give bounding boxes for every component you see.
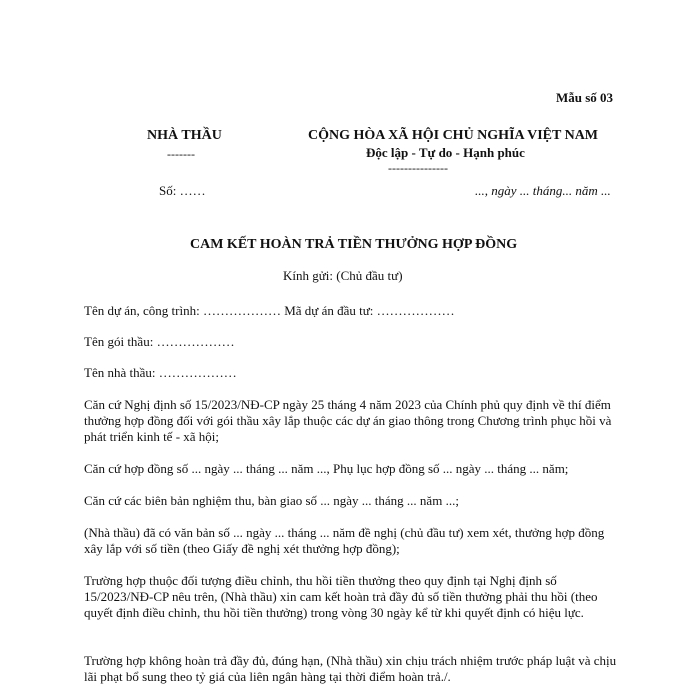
national-title: CỘNG HÒA XÃ HỘI CHỦ NGHĨA VIỆT NAM xyxy=(308,128,599,143)
contractor-header: NHÀ THẦU xyxy=(147,128,222,143)
recipient-line: Kính gửi: (Chủ đầu tư) xyxy=(283,268,403,283)
place-date: ..., ngày ... tháng... năm ... xyxy=(475,183,611,198)
form-number: Mẫu số 03 xyxy=(556,90,614,105)
national-motto: Độc lập - Tự do - Hạnh phúc xyxy=(366,145,525,160)
right-divider: --------------- xyxy=(388,161,448,175)
document-title: CAM KẾT HOÀN TRẢ TIỀN THƯỞNG HỢP ĐỒNG xyxy=(190,237,518,252)
paragraph-legal-basis-contract: Căn cứ hợp đồng số ... ngày ... tháng ... năm ..., Phụ lục hợp đồng số ... ngày ... tháng ... năm; xyxy=(84,461,569,476)
paragraph-contractor-request: (Nhà thầu) đã có văn bản số ... ngày ... tháng ... năm đề nghị (chủ đầu tư) xem xét, thưởng hợp đồng xây lắp với số tiền (theo Giấy đề nghị xét thưởng hợp đồng); xyxy=(84,525,605,556)
paragraph-penalty-commitment: Trường hợp không hoàn trả đầy đủ, đúng hạn, (Nhà thầu) xin chịu trách nhiệm trước pháp luật và chịu lãi phạt bổ sung theo tỷ giá của liên ngân hàng tại thời điểm hoàn trả./. xyxy=(84,653,617,684)
paragraph-legal-basis-decree: Căn cứ Nghị định số 15/2023/NĐ-CP ngày 25 tháng 4 năm 2023 của Chính phủ quy định về thí điểm thưởng hợp đồng đối với gói thầu xây lắp thuộc các dự án giao thông trong Chương trình phục hồi và phát triển kinh tế - xã hội; xyxy=(84,397,612,444)
left-divider: ------- xyxy=(167,147,195,161)
package-name-field: Tên gói thầu: ……………… xyxy=(84,334,235,349)
project-name-field: Tên dự án, công trình: ……………… Mã dự án đầu tư: ……………… xyxy=(84,303,455,318)
contractor-name-field: Tên nhà thầu: ……………… xyxy=(84,365,237,380)
paragraph-legal-basis-acceptance: Căn cứ các biên bản nghiệm thu, bàn giao số ... ngày ... tháng ... năm ...; xyxy=(84,493,459,508)
document-number: Số: …… xyxy=(159,183,206,198)
paragraph-refund-commitment: Trường hợp thuộc đối tượng điều chỉnh, thu hồi tiền thưởng theo quy định tại Nghị định số 15/2023/NĐ-CP nêu trên, (Nhà thầu) xin cam kết hoàn trả đầy đủ số tiền thưởng phải thu hồi (theo quyết định điều chỉnh, thu hồi tiền thưởng) trong vòng 30 ngày kể từ khi quyết định có hiệu lực. xyxy=(84,573,598,620)
